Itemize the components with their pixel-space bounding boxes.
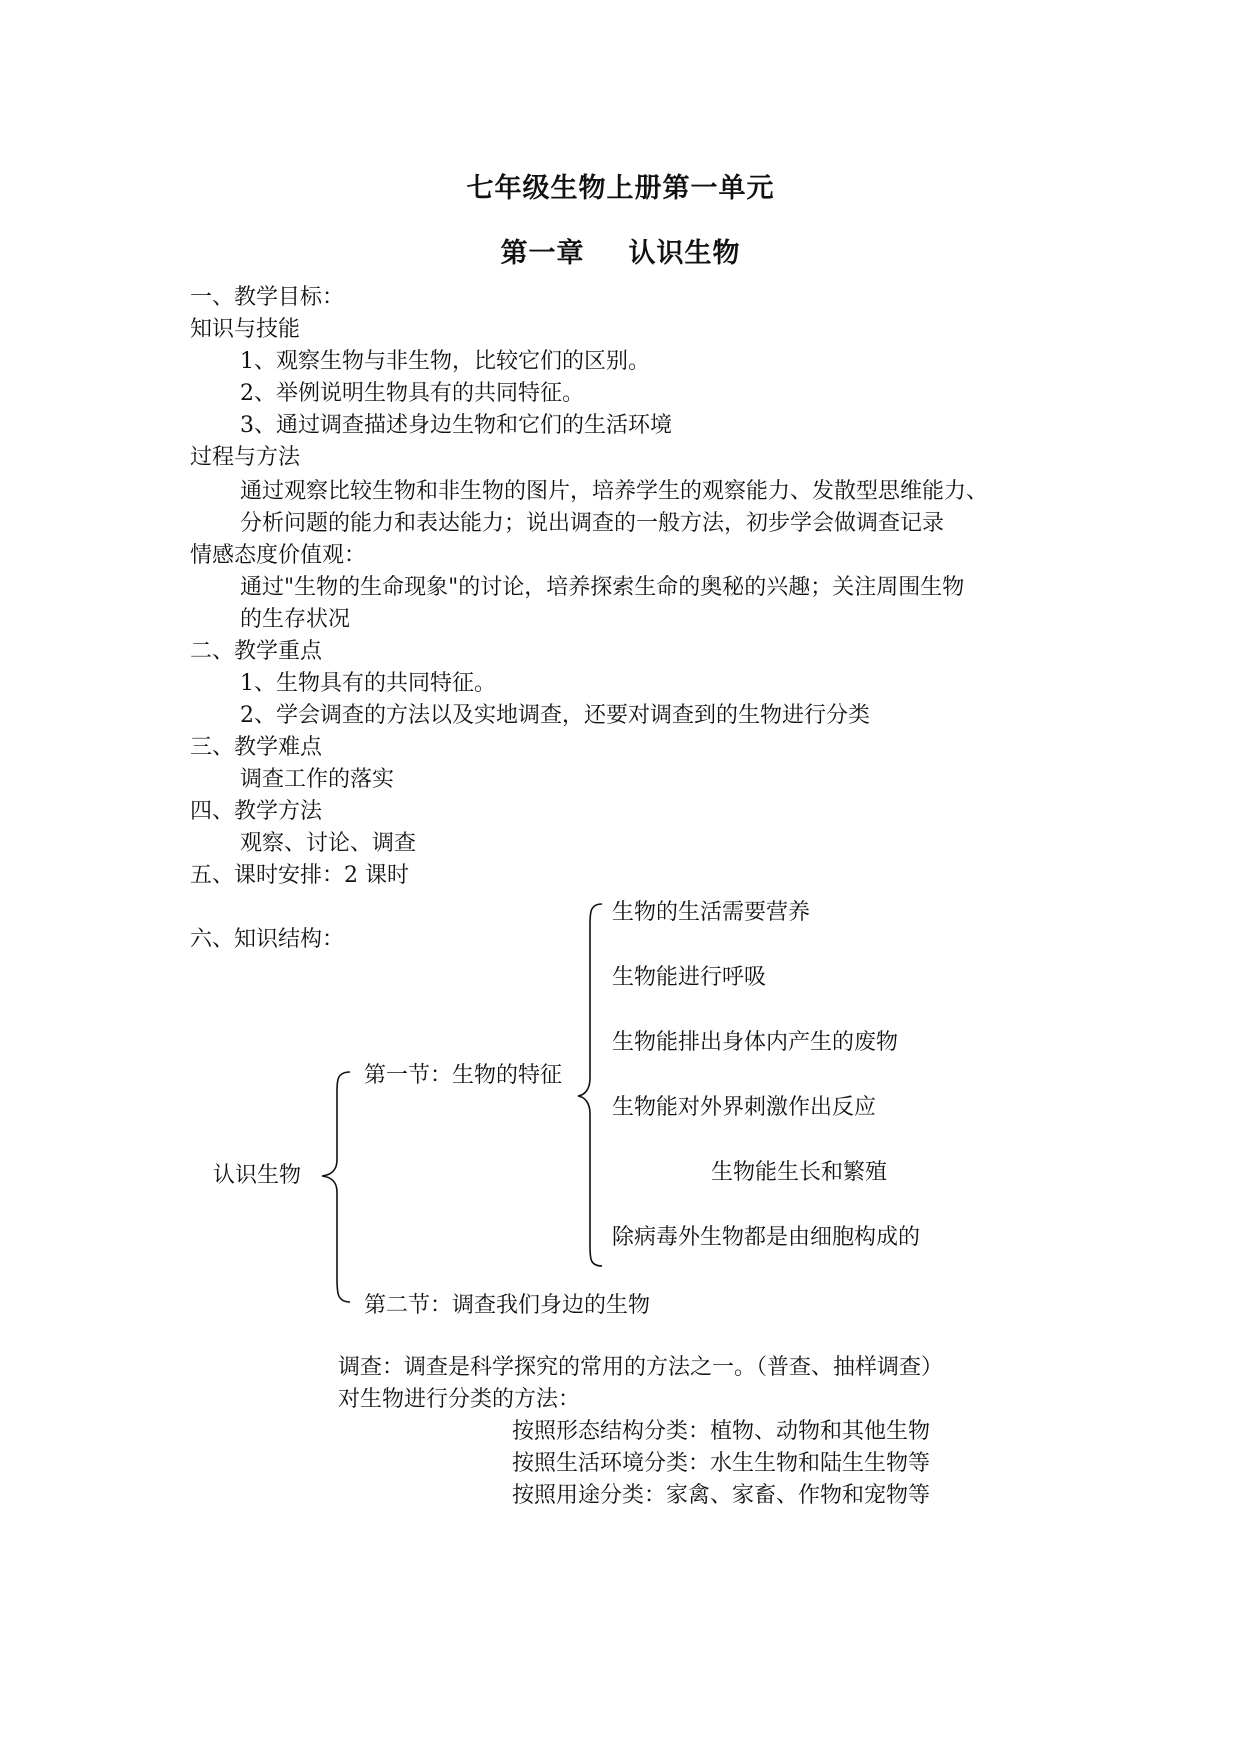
keypoint-item: 1、生物具有的共同特征。 [240, 671, 496, 696]
structure-heading: 六、知识结构： [190, 927, 345, 952]
features-brace [578, 904, 602, 1266]
root-brace [322, 1072, 350, 1302]
keypoint-item: 2、学会调查的方法以及实地调查，还要对调查到的生物进行分类 [240, 703, 870, 728]
knowledge-item: 1、观察生物与非生物，比较它们的区别。 [240, 349, 650, 374]
schedule-text: 五、课时安排：2 课时 [190, 863, 409, 888]
knowledge-item: 2、举例说明生物具有的共同特征。 [240, 381, 584, 406]
difficulty-heading: 三、教学难点 [190, 735, 323, 760]
tree-root: 认识生物 [213, 1163, 302, 1188]
survey-definition: 调查：调查是科学探究的常用的方法之一。（普查、抽样调查） [338, 1355, 944, 1380]
classification-item: 按照用途分类：家禽、家畜、作物和宠物等 [512, 1483, 931, 1508]
knowledge-item: 3、通过调查描述身边生物和它们的生活环境 [240, 413, 672, 438]
tree-section-2: 第二节：调查我们身边的生物 [364, 1293, 651, 1318]
chapter-title [0, 231, 1241, 270]
feature-item: 生物能对外界刺激作出反应 [612, 1095, 877, 1120]
emotion-line: 的生存状况 [240, 607, 351, 632]
classification-item: 按照形态结构分类：植物、动物和其他生物 [512, 1419, 931, 1444]
emotion-heading: 情感态度价值观： [190, 543, 367, 568]
feature-item: 生物能生长和繁殖 [711, 1160, 888, 1185]
chapter-number: 第一章 [500, 238, 585, 269]
keypoints-heading: 二、教学重点 [190, 639, 323, 664]
classification-heading: 对生物进行分类的方法： [338, 1387, 581, 1412]
method-heading: 四、教学方法 [190, 799, 323, 824]
knowledge-heading: 知识与技能 [190, 317, 301, 342]
method-text: 观察、讨论、调查 [240, 831, 417, 856]
chapter-name: 认识生物 [628, 238, 741, 269]
feature-item: 生物的生活需要营养 [612, 900, 811, 925]
document-title: 七年级生物上册第一单元 [466, 173, 775, 204]
process-heading: 过程与方法 [190, 445, 301, 470]
feature-item: 生物能排出身体内产生的废物 [612, 1030, 899, 1055]
feature-item: 除病毒外生物都是由细胞构成的 [612, 1225, 921, 1250]
emotion-line: 通过"生物的生命现象"的讨论，培养探索生命的奥秘的兴趣；关注周围生物 [240, 575, 965, 600]
objectives-heading: 一、教学目标： [190, 285, 345, 310]
process-line: 分析问题的能力和表达能力；说出调查的一般方法，初步学会做调查记录 [240, 511, 945, 536]
difficulty-text: 调查工作的落实 [240, 767, 395, 792]
classification-item: 按照生活环境分类：水生生物和陆生生物等 [512, 1451, 931, 1476]
feature-item: 生物能进行呼吸 [612, 965, 767, 990]
tree-section-1: 第一节：生物的特征 [364, 1063, 563, 1088]
process-line: 通过观察比较生物和非生物的图片，培养学生的观察能力、发散型思维能力、 [240, 479, 989, 504]
